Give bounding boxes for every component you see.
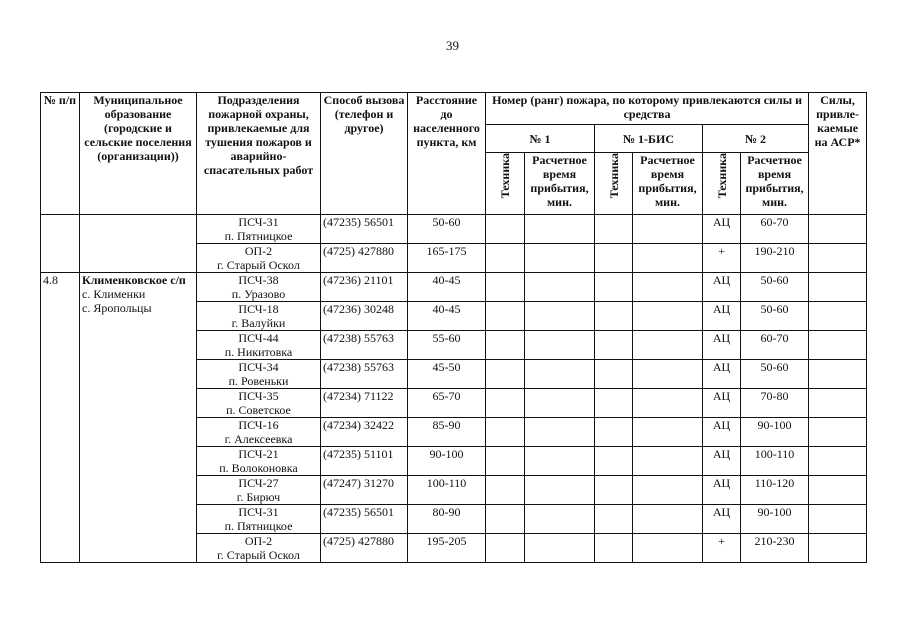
call-phone: (47234) 71122 bbox=[321, 389, 408, 418]
time-rank-2: 50-60 bbox=[741, 273, 809, 302]
asr-forces bbox=[809, 534, 867, 563]
municipality bbox=[80, 215, 197, 273]
unit-name: ПСЧ-27 bbox=[238, 476, 279, 490]
call-phone: (47236) 21101 bbox=[321, 273, 408, 302]
time-rank-1bis bbox=[633, 244, 703, 273]
unit-cell bbox=[197, 505, 321, 534]
call-phone: (47235) 56501 bbox=[321, 215, 408, 244]
distance: 50-60 bbox=[408, 215, 486, 244]
time-rank-1 bbox=[525, 418, 595, 447]
header-distance: Расстояние до населенного пункта, км bbox=[408, 93, 486, 215]
asr-forces bbox=[809, 476, 867, 505]
time-rank-2: 90-100 bbox=[741, 505, 809, 534]
unit-name: ОП-2 bbox=[244, 244, 273, 258]
unit-location: г. Валуйки bbox=[231, 316, 286, 330]
tech-rank-2: + bbox=[703, 244, 741, 273]
table-row bbox=[41, 215, 867, 244]
asr-forces bbox=[809, 389, 867, 418]
unit-location: г. Бирюч bbox=[236, 490, 281, 504]
tech-rank-2: АЦ bbox=[703, 215, 741, 244]
distance: 40-45 bbox=[408, 302, 486, 331]
time-rank-1bis bbox=[633, 534, 703, 563]
unit-location: г. Старый Оскол bbox=[217, 548, 300, 562]
asr-forces bbox=[809, 360, 867, 389]
row-number: 4.8 bbox=[41, 273, 80, 563]
forces-table bbox=[40, 92, 867, 563]
unit-location: п. Ровеньки bbox=[228, 374, 289, 388]
header-municipality: Муниципальное образование (городские и сельские поселения (организации)) bbox=[80, 93, 197, 215]
unit-location: п. Волоконовка bbox=[219, 461, 298, 475]
tech-rank-2: АЦ bbox=[703, 505, 741, 534]
header-call-method: Способ вызова (телефон и другое) bbox=[321, 93, 408, 215]
tech-rank-2: АЦ bbox=[703, 273, 741, 302]
time-rank-1bis bbox=[633, 505, 703, 534]
unit-cell bbox=[197, 389, 321, 418]
unit-cell bbox=[197, 273, 321, 302]
tech-rank-1bis bbox=[595, 534, 633, 563]
unit-cell bbox=[197, 360, 321, 389]
asr-forces bbox=[809, 505, 867, 534]
time-rank-2: 50-60 bbox=[741, 302, 809, 331]
asr-forces bbox=[809, 418, 867, 447]
unit-cell bbox=[197, 302, 321, 331]
time-rank-1bis bbox=[633, 389, 703, 418]
tech-rank-1bis bbox=[595, 360, 633, 389]
tech-rank-1 bbox=[486, 215, 525, 244]
time-rank-1bis bbox=[633, 302, 703, 331]
tech-rank-1 bbox=[486, 447, 525, 476]
time-rank-1bis bbox=[633, 360, 703, 389]
time-rank-2: 60-70 bbox=[741, 215, 809, 244]
village-1: с. Клименки bbox=[82, 287, 146, 301]
tech-rank-1 bbox=[486, 244, 525, 273]
time-rank-2: 110-120 bbox=[741, 476, 809, 505]
distance: 85-90 bbox=[408, 418, 486, 447]
unit-location: г. Алексеевка bbox=[224, 432, 293, 446]
tech-rank-1bis bbox=[595, 215, 633, 244]
header-time-2: Расчетное время прибытия, мин. bbox=[741, 153, 809, 215]
header-rank-1bis: № 1-БИС bbox=[595, 125, 703, 153]
time-rank-2: 50-60 bbox=[741, 360, 809, 389]
distance: 45-50 bbox=[408, 360, 486, 389]
tech-rank-1 bbox=[486, 476, 525, 505]
page-number: 39 bbox=[446, 38, 459, 53]
time-rank-1 bbox=[525, 215, 595, 244]
unit-cell bbox=[197, 215, 321, 244]
unit-cell bbox=[197, 534, 321, 563]
tech-rank-1 bbox=[486, 418, 525, 447]
distance: 195-205 bbox=[408, 534, 486, 563]
tech-rank-2: АЦ bbox=[703, 418, 741, 447]
asr-forces bbox=[809, 302, 867, 331]
tech-rank-2: АЦ bbox=[703, 476, 741, 505]
time-rank-1 bbox=[525, 505, 595, 534]
tech-rank-1bis bbox=[595, 389, 633, 418]
unit-location: г. Старый Оскол bbox=[217, 258, 300, 272]
unit-name: ПСЧ-31 bbox=[238, 215, 279, 229]
header-time-1: Расчетное время прибытия, мин. bbox=[525, 153, 595, 215]
tech-rank-1bis bbox=[595, 331, 633, 360]
unit-name: ПСЧ-21 bbox=[238, 447, 279, 461]
header-tech-1bis: Техника bbox=[595, 153, 633, 215]
time-rank-2: 90-100 bbox=[741, 418, 809, 447]
tech-rank-1bis bbox=[595, 447, 633, 476]
time-rank-1 bbox=[525, 360, 595, 389]
header-units: Подразделения пожарной охраны, привлекаемые для тушения пожаров и аварийно-спасательных работ bbox=[197, 93, 321, 215]
call-phone: (4725) 427880 bbox=[321, 244, 408, 273]
time-rank-1bis bbox=[633, 476, 703, 505]
header-tech-1: Техника bbox=[486, 153, 525, 215]
distance: 165-175 bbox=[408, 244, 486, 273]
row-number bbox=[41, 215, 80, 273]
tech-rank-1 bbox=[486, 505, 525, 534]
unit-name: ПСЧ-16 bbox=[238, 418, 279, 432]
time-rank-1 bbox=[525, 244, 595, 273]
header-asr: Силы, привле-каемые на АСР* bbox=[809, 93, 867, 215]
unit-name: ПСЧ-35 bbox=[238, 389, 279, 403]
call-phone: (47234) 32422 bbox=[321, 418, 408, 447]
call-phone: (47238) 55763 bbox=[321, 331, 408, 360]
tech-rank-2: АЦ bbox=[703, 302, 741, 331]
tech-rank-1bis bbox=[595, 476, 633, 505]
header-tech-2: Техника bbox=[703, 153, 741, 215]
header-time-1bis: Расчетное время прибытия, мин. bbox=[633, 153, 703, 215]
time-rank-1bis bbox=[633, 215, 703, 244]
unit-location: п. Никитовка bbox=[224, 345, 293, 359]
village-2: с. Яропольцы bbox=[82, 301, 152, 315]
time-rank-1 bbox=[525, 389, 595, 418]
time-rank-1bis bbox=[633, 331, 703, 360]
call-phone: (47238) 55763 bbox=[321, 360, 408, 389]
unit-name: ПСЧ-31 bbox=[238, 505, 279, 519]
unit-cell bbox=[197, 447, 321, 476]
unit-name: ПСЧ-18 bbox=[238, 302, 279, 316]
time-rank-1 bbox=[525, 447, 595, 476]
unit-location: п. Пятницкое bbox=[224, 519, 293, 533]
time-rank-1 bbox=[525, 476, 595, 505]
tech-rank-2: АЦ bbox=[703, 447, 741, 476]
municipality-name: Клименковское с/п bbox=[82, 273, 186, 287]
time-rank-2: 60-70 bbox=[741, 331, 809, 360]
time-rank-2: 70-80 bbox=[741, 389, 809, 418]
call-phone: (4725) 427880 bbox=[321, 534, 408, 563]
time-rank-1 bbox=[525, 331, 595, 360]
distance: 40-45 bbox=[408, 273, 486, 302]
unit-name: ОП-2 bbox=[244, 534, 273, 548]
unit-cell bbox=[197, 476, 321, 505]
time-rank-1bis bbox=[633, 418, 703, 447]
table-row bbox=[41, 273, 867, 302]
unit-name: ПСЧ-34 bbox=[238, 360, 279, 374]
distance: 65-70 bbox=[408, 389, 486, 418]
call-phone: (47235) 56501 bbox=[321, 505, 408, 534]
time-rank-1 bbox=[525, 302, 595, 331]
header-no: № п/п bbox=[41, 93, 80, 215]
header-fire-rank: Номер (ранг) пожара, по которому привлекаются силы и средства bbox=[486, 93, 809, 125]
time-rank-2: 210-230 bbox=[741, 534, 809, 563]
tech-rank-1 bbox=[486, 331, 525, 360]
municipality bbox=[80, 273, 197, 563]
unit-location: п. Пятницкое bbox=[224, 229, 293, 243]
asr-forces bbox=[809, 273, 867, 302]
distance: 80-90 bbox=[408, 505, 486, 534]
call-phone: (47236) 30248 bbox=[321, 302, 408, 331]
header-rank-2: № 2 bbox=[703, 125, 809, 153]
unit-location: п. Советское bbox=[226, 403, 291, 417]
asr-forces bbox=[809, 215, 867, 244]
asr-forces bbox=[809, 331, 867, 360]
tech-rank-2: + bbox=[703, 534, 741, 563]
unit-cell bbox=[197, 331, 321, 360]
tech-rank-1 bbox=[486, 273, 525, 302]
tech-rank-2: АЦ bbox=[703, 389, 741, 418]
time-rank-1bis bbox=[633, 273, 703, 302]
tech-rank-1bis bbox=[595, 244, 633, 273]
tech-rank-1 bbox=[486, 389, 525, 418]
asr-forces bbox=[809, 244, 867, 273]
time-rank-1 bbox=[525, 534, 595, 563]
time-rank-1bis bbox=[633, 447, 703, 476]
tech-rank-1bis bbox=[595, 418, 633, 447]
time-rank-2: 190-210 bbox=[741, 244, 809, 273]
distance: 100-110 bbox=[408, 476, 486, 505]
call-phone: (47235) 51101 bbox=[321, 447, 408, 476]
unit-location: п. Уразово bbox=[231, 287, 286, 301]
time-rank-2: 100-110 bbox=[741, 447, 809, 476]
unit-name: ПСЧ-44 bbox=[238, 331, 279, 345]
tech-rank-1bis bbox=[595, 302, 633, 331]
unit-name: ПСЧ-38 bbox=[238, 273, 279, 287]
distance: 55-60 bbox=[408, 331, 486, 360]
call-phone: (47247) 31270 bbox=[321, 476, 408, 505]
unit-cell bbox=[197, 244, 321, 273]
tech-rank-2: АЦ bbox=[703, 331, 741, 360]
asr-forces bbox=[809, 447, 867, 476]
header-rank-1: № 1 bbox=[486, 125, 595, 153]
distance: 90-100 bbox=[408, 447, 486, 476]
unit-cell bbox=[197, 418, 321, 447]
tech-rank-1 bbox=[486, 302, 525, 331]
tech-rank-1bis bbox=[595, 505, 633, 534]
tech-rank-1 bbox=[486, 534, 525, 563]
tech-rank-1 bbox=[486, 360, 525, 389]
tech-rank-1bis bbox=[595, 273, 633, 302]
time-rank-1 bbox=[525, 273, 595, 302]
tech-rank-2: АЦ bbox=[703, 360, 741, 389]
